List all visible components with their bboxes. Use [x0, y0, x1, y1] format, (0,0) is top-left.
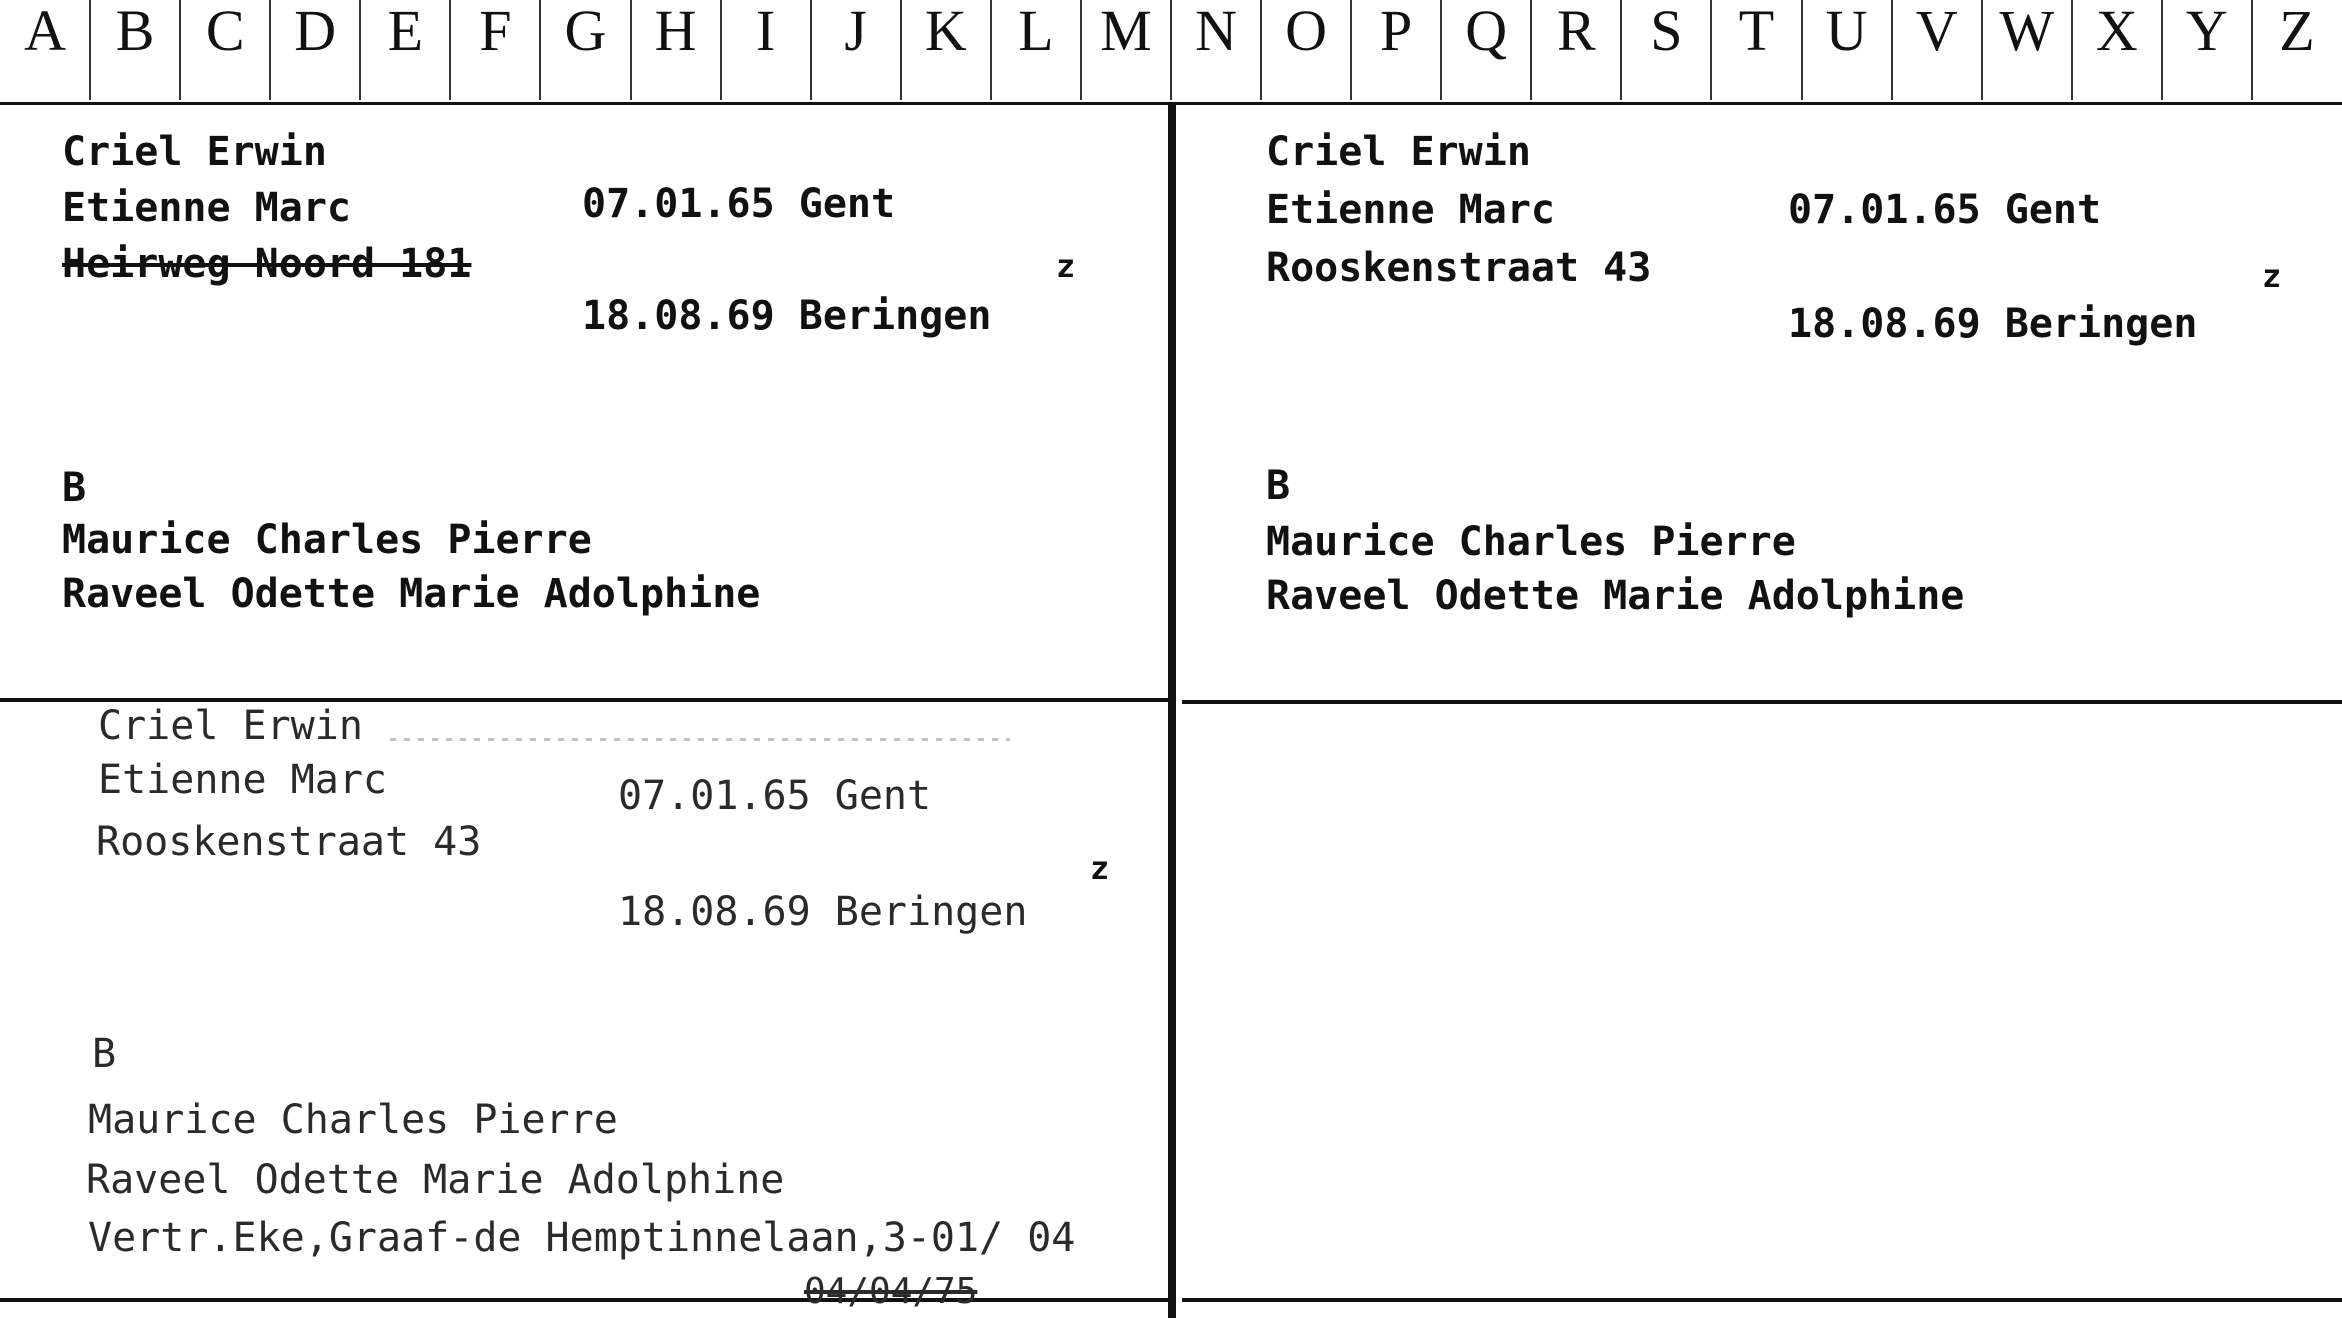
card-code: B [92, 1031, 117, 1077]
alphabet-letter-n [1171, 0, 1261, 100]
alphabet-letter-label: U [1825, 0, 1868, 63]
alphabet-separator [720, 0, 722, 100]
card-father: Maurice Charles Pierre [88, 1097, 618, 1143]
card-lastname: Criel Erwin [62, 129, 327, 175]
alphabet-letter-label: F [479, 0, 512, 63]
alphabet-letter-l [991, 0, 1081, 100]
alphabet-letter-label: H [654, 0, 697, 63]
card-address: Rooskenstraat 43 [96, 819, 482, 865]
alphabet-letter-r [1531, 0, 1621, 100]
alphabet-letter-label: C [205, 0, 245, 63]
alphabet-letter-label: W [1999, 0, 2055, 63]
card-marker: z [1090, 849, 1110, 887]
alphabet-letter-label: V [1915, 0, 1958, 63]
alphabet-letter-label: Q [1465, 0, 1508, 63]
card-note: Vertr.Eke,Graaf-de Hemptinnelaan,3-01/ 04 [88, 1215, 1076, 1261]
divider-bottom-left [0, 1298, 1170, 1302]
alphabet-separator [1710, 0, 1712, 100]
alphabet-letter-o [1261, 0, 1351, 100]
alphabet-letter-label: G [564, 0, 607, 63]
alphabet-separator [1530, 0, 1532, 100]
card-birth: 07.01.65 Gent [1788, 187, 2102, 233]
alphabet-letter-d [270, 0, 360, 100]
divider-middle-left [0, 698, 1170, 702]
alphabet-separator [1981, 0, 1983, 100]
alphabet-separator [179, 0, 181, 100]
alphabet-letter-w [1982, 0, 2072, 100]
card-birth: 07.01.65 Gent [618, 773, 932, 819]
alphabet-letter-label: T [1738, 0, 1775, 63]
alphabet-separator [630, 0, 632, 100]
alphabet-letter-label: A [24, 0, 66, 63]
alphabet-separator [1170, 0, 1172, 100]
alphabet-separator [1620, 0, 1622, 100]
alphabet-separator [359, 0, 361, 100]
alphabet-separator [539, 0, 541, 100]
divider-bottom-right [1182, 1298, 2342, 1302]
alphabet-separator [900, 0, 902, 100]
alphabet-letter-s [1621, 0, 1711, 100]
alphabet-letter-label: E [387, 0, 424, 63]
alphabet-letter-f [450, 0, 540, 100]
card-firstnames: Etienne Marc [98, 757, 387, 803]
alphabet-letter-p [1351, 0, 1441, 100]
card-father: Maurice Charles Pierre [62, 517, 592, 563]
alphabet-letter-label: I [755, 0, 776, 63]
card-birth: 07.01.65 Gent [582, 181, 896, 227]
card-lastname: Criel Erwin [1266, 129, 1531, 175]
alphabet-separator [89, 0, 91, 100]
alphabet-letter-label: Z [2279, 0, 2315, 63]
alphabet-letter-y [2162, 0, 2252, 100]
alphabet-letter-label: X [2095, 0, 2138, 63]
alphabet-separator [2071, 0, 2073, 100]
alphabet-letter-label: M [1100, 0, 1152, 63]
alphabet-letter-k [901, 0, 991, 100]
alphabet-index-strip [0, 0, 2342, 105]
card-date2: 18.08.69 Beringen [582, 293, 992, 339]
alphabet-letter-m [1081, 0, 1171, 100]
alphabet-letter-j [811, 0, 901, 100]
alphabet-letter-label: R [1556, 0, 1596, 63]
alphabet-letter-h [631, 0, 721, 100]
card-date2: 18.08.69 Beringen [1788, 301, 2198, 347]
alphabet-separator [1350, 0, 1352, 100]
alphabet-separator [1080, 0, 1082, 100]
alphabet-separator [1891, 0, 1893, 100]
card-code: B [62, 465, 87, 511]
alphabet-letter-label: O [1285, 0, 1328, 63]
alphabet-letter-v [1892, 0, 1982, 100]
alphabet-separator [1801, 0, 1803, 100]
alphabet-letter-label: L [1018, 0, 1054, 63]
alphabet-letter-label: S [1650, 0, 1683, 63]
alphabet-letter-label: N [1195, 0, 1237, 63]
alphabet-separator [810, 0, 812, 100]
alphabet-separator [269, 0, 271, 100]
alphabet-separator [1260, 0, 1262, 100]
card-firstnames: Etienne Marc [62, 185, 351, 231]
alphabet-letter-label: J [844, 0, 867, 63]
alphabet-separator [990, 0, 992, 100]
card-code: B [1266, 463, 1291, 509]
alphabet-letter-q [1441, 0, 1531, 100]
alphabet-letter-label: D [294, 0, 337, 63]
card-address: Rooskenstraat 43 [1266, 245, 1652, 291]
card-mother: Raveel Odette Marie Adolphine [86, 1157, 785, 1203]
alphabet-separator [2251, 0, 2253, 100]
center-vertical-divider [1168, 102, 1176, 1318]
alphabet-letter-a [0, 0, 90, 100]
alphabet-letter-label: K [924, 0, 967, 63]
alphabet-letter-label: P [1380, 0, 1413, 63]
card-marker: z [2262, 257, 2282, 295]
alphabet-letter-z [2252, 0, 2342, 100]
alphabet-letter-b [90, 0, 180, 100]
card-address-struck: Heirweg Noord 181 [62, 241, 472, 287]
card-note-date: 04/04/75 [804, 1271, 978, 1312]
alphabet-letter-label: Y [2185, 0, 2228, 63]
card-mother: Raveel Odette Marie Adolphine [62, 571, 761, 617]
alphabet-letter-e [360, 0, 450, 100]
alphabet-letter-u [1802, 0, 1892, 100]
alphabet-letter-t [1711, 0, 1801, 100]
card-date2: 18.08.69 Beringen [618, 889, 1028, 935]
alphabet-separator [2161, 0, 2163, 100]
card-mother: Raveel Odette Marie Adolphine [1266, 573, 1965, 619]
card-father: Maurice Charles Pierre [1266, 519, 1796, 565]
alphabet-letter-label: B [115, 0, 155, 63]
scuff-mark [390, 738, 1010, 741]
alphabet-letter-x [2072, 0, 2162, 100]
alphabet-letter-i [721, 0, 811, 100]
alphabet-separator [449, 0, 451, 100]
card-firstnames: Etienne Marc [1266, 187, 1555, 233]
alphabet-separator [1440, 0, 1442, 100]
card-marker: z [1056, 247, 1076, 285]
card-lastname: Criel Erwin [98, 703, 363, 749]
card-bottom-right-blank [1182, 704, 2342, 1296]
alphabet-letter-g [540, 0, 630, 100]
alphabet-letter-c [180, 0, 270, 100]
